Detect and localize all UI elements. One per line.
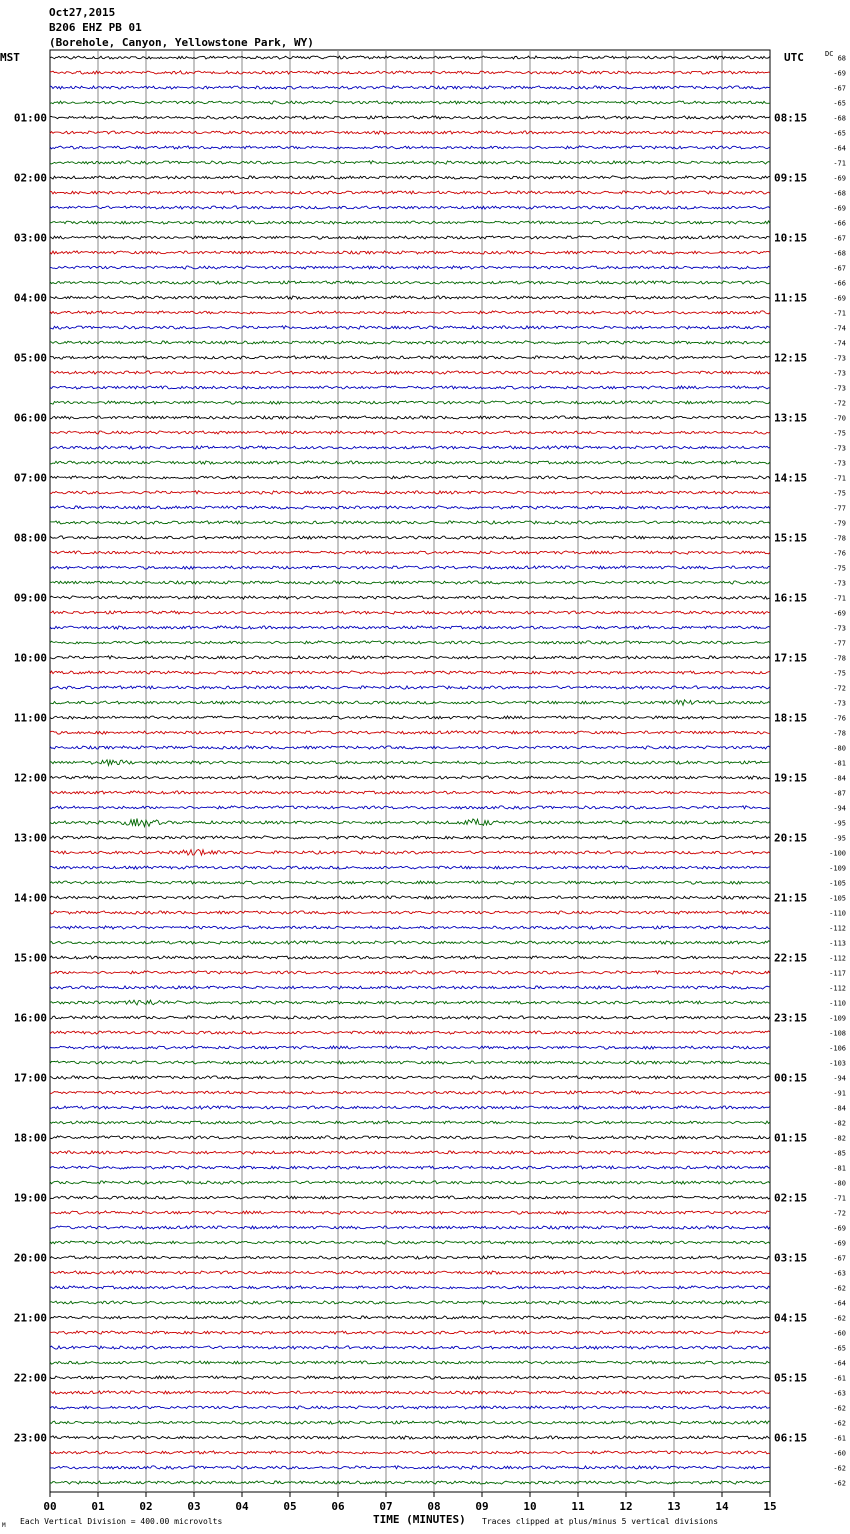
seismic-trace — [50, 1226, 770, 1229]
mst-hour-label: 21:00 — [13, 1311, 47, 1325]
dc-offset-label: -73 — [833, 444, 846, 453]
utc-hour-label: 08:15 — [774, 111, 808, 125]
x-tick-label: 08 — [427, 1500, 441, 1513]
seismic-trace — [50, 236, 770, 239]
seismic-trace — [50, 1166, 770, 1169]
seismic-trace — [50, 971, 770, 974]
dc-offset-label: -100 — [829, 849, 846, 858]
dc-offset-label: -62 — [833, 1284, 846, 1293]
dc-offset-label: -64 — [833, 1359, 846, 1368]
seismic-trace — [50, 176, 770, 179]
seismic-trace — [50, 1136, 770, 1139]
dc-offset-label: -71 — [833, 474, 846, 483]
dc-offset-label: -63 — [833, 1269, 846, 1278]
seismic-trace — [50, 356, 770, 359]
dc-label: DC — [825, 50, 834, 58]
dc-offset-label: -108 — [829, 1029, 846, 1038]
dc-offset-label: -112 — [829, 954, 846, 963]
x-tick-label: 00 — [43, 1500, 57, 1513]
dc-offset-label: -69 — [833, 204, 846, 213]
dc-offset-label: -67 — [833, 84, 846, 93]
seismic-trace — [50, 1451, 770, 1454]
seismic-trace — [50, 1181, 770, 1184]
seismic-trace — [50, 1106, 770, 1109]
seismic-trace — [50, 1301, 770, 1304]
plot-station: B206 EHZ PB 01 — [49, 21, 142, 34]
dc-offset-label: -67 — [833, 264, 846, 273]
seismic-trace — [50, 1421, 770, 1424]
dc-offset-label: -72 — [833, 399, 846, 408]
dc-offset-label: -67 — [833, 1254, 846, 1263]
seismic-trace — [50, 641, 770, 644]
seismic-trace — [50, 1061, 770, 1064]
dc-offset-label: -109 — [829, 864, 846, 873]
seismic-trace — [50, 956, 770, 959]
seismic-trace — [50, 266, 770, 269]
seismic-trace — [50, 311, 770, 314]
seismic-trace — [50, 506, 770, 509]
seismic-trace — [50, 1406, 770, 1409]
dc-offset-label: -76 — [833, 549, 846, 558]
seismic-trace — [50, 1241, 770, 1244]
dc-offset-label: -76 — [833, 714, 846, 723]
seismic-trace — [50, 416, 770, 419]
utc-hour-label: 06:15 — [774, 1431, 808, 1445]
mst-hour-label: 06:00 — [13, 411, 47, 425]
dc-offset-label: -73 — [833, 369, 846, 378]
dc-offset-label: -71 — [833, 159, 846, 168]
dc-offset-label: -69 — [833, 294, 846, 303]
seismic-trace — [50, 86, 770, 89]
mst-hour-label: 05:00 — [13, 351, 47, 365]
seismic-trace — [50, 191, 770, 194]
mst-hour-label: 23:00 — [13, 1431, 47, 1445]
dc-offset-label: -64 — [833, 1299, 846, 1308]
seismic-trace — [50, 221, 770, 224]
dc-offset-label: -71 — [833, 309, 846, 318]
scale-note: Each Vertical Division = 400.00 microvolts — [20, 1517, 223, 1526]
dc-offset-label: -68 — [833, 249, 846, 258]
x-tick-label: 05 — [283, 1500, 297, 1513]
dc-offset-label: -110 — [829, 999, 846, 1008]
left-timezone-label: MST — [0, 51, 20, 64]
seismic-trace — [50, 536, 770, 539]
seismic-trace — [50, 1121, 770, 1124]
dc-offset-label: -66 — [833, 219, 846, 228]
dc-offset-label: -62 — [833, 1404, 846, 1413]
seismic-trace — [50, 401, 770, 404]
seismic-trace — [50, 476, 770, 479]
label-layer — [14, 55, 846, 1514]
seismic-trace — [50, 56, 770, 59]
seismic-trace — [50, 596, 770, 599]
seismic-trace — [50, 818, 770, 826]
dc-offset-label: -61 — [833, 1434, 846, 1443]
dc-offset-label: -74 — [833, 339, 846, 348]
dc-offset-label: -62 — [833, 1314, 846, 1323]
dc-offset-label: -87 — [833, 789, 846, 798]
dc-offset-label: -95 — [833, 834, 846, 843]
x-tick-label: 11 — [571, 1500, 585, 1513]
utc-hour-label: 12:15 — [774, 351, 808, 365]
seismic-trace — [50, 850, 770, 856]
seismic-trace — [50, 206, 770, 209]
seismic-trace — [50, 866, 770, 869]
dc-offset-label: -77 — [833, 639, 846, 648]
dc-offset-label: -109 — [829, 1014, 846, 1023]
mst-hour-label: 02:00 — [13, 171, 47, 185]
mst-hour-label: 22:00 — [13, 1371, 47, 1385]
x-tick-label: 10 — [523, 1500, 537, 1513]
dc-offset-label: -64 — [833, 144, 846, 153]
seismic-trace — [50, 1436, 770, 1439]
mst-hour-label: 12:00 — [13, 771, 47, 785]
seismic-trace — [50, 1196, 770, 1199]
dc-offset-label: -68 — [833, 189, 846, 198]
dc-offset-label: 68 — [837, 54, 846, 63]
seismic-trace — [50, 881, 770, 884]
seismic-trace — [50, 911, 770, 914]
utc-hour-label: 11:15 — [774, 291, 808, 305]
utc-hour-label: 05:15 — [774, 1371, 808, 1385]
seismic-trace — [50, 941, 770, 944]
dc-offset-label: -91 — [833, 1089, 846, 1098]
dc-offset-label: -94 — [833, 804, 846, 813]
seismic-trace — [50, 611, 770, 614]
dc-offset-label: -103 — [829, 1059, 846, 1068]
seismic-trace — [50, 716, 770, 719]
dc-offset-label: -73 — [833, 579, 846, 588]
mst-hour-label: 16:00 — [13, 1011, 47, 1025]
x-tick-label: 15 — [763, 1500, 777, 1513]
seismic-trace — [50, 386, 770, 389]
trace-layer — [50, 56, 770, 1484]
seismic-trace — [50, 161, 770, 164]
x-tick-label: 14 — [715, 1500, 729, 1513]
dc-offset-label: -82 — [833, 1119, 846, 1128]
dc-offset-label: -81 — [833, 1164, 846, 1173]
x-tick-label: 07 — [379, 1500, 393, 1513]
dc-offset-label: -71 — [833, 594, 846, 603]
seismic-trace — [50, 1391, 770, 1394]
dc-offset-label: -105 — [829, 894, 846, 903]
dc-offset-label: -67 — [833, 234, 846, 243]
dc-offset-label: -113 — [829, 939, 846, 948]
dc-offset-label: -73 — [833, 384, 846, 393]
dc-offset-label: -94 — [833, 1074, 846, 1083]
mst-hour-label: 03:00 — [13, 231, 47, 245]
utc-hour-label: 10:15 — [774, 231, 808, 245]
seismic-trace — [50, 566, 770, 569]
mst-hour-label: 20:00 — [13, 1251, 47, 1265]
seismic-trace — [50, 251, 770, 254]
seismic-trace — [50, 461, 770, 464]
utc-hour-label: 01:15 — [774, 1131, 808, 1145]
mst-hour-label: 15:00 — [13, 951, 47, 965]
seismic-trace — [50, 116, 770, 119]
dc-offset-label: -72 — [833, 1209, 846, 1218]
dc-offset-label: -78 — [833, 729, 846, 738]
utc-hour-label: 13:15 — [774, 411, 808, 425]
seismic-trace — [50, 71, 770, 74]
dc-offset-label: -65 — [833, 99, 846, 108]
dc-offset-label: -60 — [833, 1329, 846, 1338]
seismic-trace — [50, 431, 770, 434]
dc-offset-label: -78 — [833, 534, 846, 543]
dc-offset-label: -106 — [829, 1044, 846, 1053]
seismic-trace — [50, 281, 770, 284]
dc-offset-label: -61 — [833, 1374, 846, 1383]
seismic-trace — [50, 1376, 770, 1379]
dc-offset-label: -75 — [833, 429, 846, 438]
mst-hour-label: 08:00 — [13, 531, 47, 545]
x-tick-label: 09 — [475, 1500, 489, 1513]
seismic-trace — [50, 746, 770, 749]
seismic-trace — [50, 760, 770, 766]
utc-hour-label: 20:15 — [774, 831, 808, 845]
dc-offset-label: -65 — [833, 1344, 846, 1353]
seismic-trace — [50, 836, 770, 839]
dc-offset-label: -73 — [833, 624, 846, 633]
seismic-trace — [50, 1316, 770, 1319]
dc-offset-label: -80 — [833, 744, 846, 753]
dc-offset-label: -84 — [833, 1104, 846, 1113]
x-tick-label: 03 — [187, 1500, 201, 1513]
mst-hour-label: 11:00 — [13, 711, 47, 725]
utc-hour-label: 22:15 — [774, 951, 808, 965]
seismic-trace — [50, 101, 770, 104]
corner-mark: M — [2, 1522, 6, 1529]
dc-offset-label: -81 — [833, 759, 846, 768]
dc-offset-label: -80 — [833, 1179, 846, 1188]
utc-hour-label: 16:15 — [774, 591, 808, 605]
seismic-trace — [50, 1346, 770, 1349]
seismic-trace — [50, 791, 770, 794]
seismic-trace — [50, 551, 770, 554]
mst-hour-label: 14:00 — [13, 891, 47, 905]
dc-offset-label: -71 — [833, 1194, 846, 1203]
dc-offset-label: -72 — [833, 684, 846, 693]
dc-offset-label: -105 — [829, 879, 846, 888]
seismic-trace — [50, 1076, 770, 1079]
dc-offset-label: -66 — [833, 279, 846, 288]
seismic-trace — [50, 776, 770, 779]
seismic-trace — [50, 1256, 770, 1259]
mst-hour-label: 09:00 — [13, 591, 47, 605]
right-timezone-label: UTC — [784, 51, 804, 64]
dc-offset-label: -75 — [833, 489, 846, 498]
seismic-trace — [50, 1151, 770, 1154]
seismic-trace — [50, 296, 770, 299]
dc-offset-label: -65 — [833, 129, 846, 138]
dc-offset-label: -69 — [833, 69, 846, 78]
dc-offset-label: -84 — [833, 774, 846, 783]
dc-offset-label: -74 — [833, 324, 846, 333]
dc-offset-label: -112 — [829, 924, 846, 933]
utc-hour-label: 02:15 — [774, 1191, 808, 1205]
dc-offset-label: -69 — [833, 609, 846, 618]
utc-hour-label: 03:15 — [774, 1251, 808, 1265]
mst-hour-label: 01:00 — [13, 111, 47, 125]
seismic-trace — [50, 341, 770, 344]
seismic-trace — [50, 671, 770, 674]
x-tick-label: 06 — [331, 1500, 345, 1513]
dc-offset-label: -73 — [833, 459, 846, 468]
dc-offset-label: -73 — [833, 699, 846, 708]
seismic-trace — [50, 1271, 770, 1274]
dc-offset-label: -62 — [833, 1479, 846, 1488]
seismic-trace — [50, 1046, 770, 1049]
seismic-trace — [50, 1091, 770, 1094]
dc-offset-label: -82 — [833, 1134, 846, 1143]
seismic-trace — [50, 1466, 770, 1469]
dc-offset-label: -62 — [833, 1464, 846, 1473]
plot-location: (Borehole, Canyon, Yellowstone Park, WY) — [49, 36, 314, 49]
dc-offset-label: -69 — [833, 1239, 846, 1248]
utc-hour-label: 15:15 — [774, 531, 808, 545]
seismic-trace — [50, 926, 770, 929]
utc-hour-label: 19:15 — [774, 771, 808, 785]
seismic-trace — [50, 446, 770, 449]
dc-offset-label: -117 — [829, 969, 846, 978]
mst-hour-label: 19:00 — [13, 1191, 47, 1205]
seismic-trace — [50, 700, 770, 706]
dc-offset-label: -79 — [833, 519, 846, 528]
seismic-trace — [50, 1331, 770, 1334]
dc-offset-label: -69 — [833, 1224, 846, 1233]
x-tick-label: 02 — [139, 1500, 153, 1513]
seismic-trace — [50, 146, 770, 149]
dc-offset-label: -75 — [833, 564, 846, 573]
dc-offset-label: -75 — [833, 669, 846, 678]
dc-offset-label: -60 — [833, 1449, 846, 1458]
mst-hour-label: 17:00 — [13, 1071, 47, 1085]
seismic-trace — [50, 626, 770, 629]
seismic-trace — [50, 371, 770, 374]
seismic-trace — [50, 1286, 770, 1289]
seismic-trace — [50, 1031, 770, 1034]
dc-offset-label: -68 — [833, 114, 846, 123]
dc-offset-label: -77 — [833, 504, 846, 513]
dc-offset-label: -95 — [833, 819, 846, 828]
seismic-trace — [50, 656, 770, 659]
x-tick-label: 01 — [91, 1500, 105, 1513]
seismic-trace — [50, 131, 770, 134]
dc-offset-label: -112 — [829, 984, 846, 993]
utc-hour-label: 09:15 — [774, 171, 808, 185]
utc-hour-label: 00:15 — [774, 1071, 808, 1085]
utc-hour-label: 17:15 — [774, 651, 808, 665]
utc-hour-label: 23:15 — [774, 1011, 808, 1025]
x-tick-label: 04 — [235, 1500, 249, 1513]
dc-offset-label: -78 — [833, 654, 846, 663]
seismic-trace — [50, 521, 770, 524]
seismic-trace — [50, 1361, 770, 1364]
utc-hour-label: 18:15 — [774, 711, 808, 725]
plot-date: Oct27,2015 — [49, 6, 116, 19]
dc-offset-label: -110 — [829, 909, 846, 918]
mst-hour-label: 18:00 — [13, 1131, 47, 1145]
mst-hour-label: 04:00 — [13, 291, 47, 305]
seismic-trace — [50, 581, 770, 584]
mst-hour-label: 13:00 — [13, 831, 47, 845]
x-tick-label: 12 — [619, 1500, 633, 1513]
mst-hour-label: 07:00 — [13, 471, 47, 485]
seismic-trace — [50, 1016, 770, 1019]
dc-offset-label: -69 — [833, 174, 846, 183]
seismic-trace — [50, 686, 770, 689]
seismic-trace — [50, 326, 770, 329]
seismic-trace — [50, 896, 770, 899]
clip-note: Traces clipped at plus/minus 5 vertical divisions — [482, 1517, 719, 1526]
mst-hour-label: 10:00 — [13, 651, 47, 665]
seismic-trace — [50, 806, 770, 809]
dc-offset-label: -63 — [833, 1389, 846, 1398]
x-tick-label: 13 — [667, 1500, 681, 1513]
seismic-trace — [50, 731, 770, 734]
seismic-trace — [50, 1481, 770, 1484]
dc-offset-label: -73 — [833, 354, 846, 363]
utc-hour-label: 04:15 — [774, 1311, 808, 1325]
seismic-trace — [50, 986, 770, 989]
seismic-trace — [50, 1211, 770, 1214]
dc-offset-label: -70 — [833, 414, 846, 423]
utc-hour-label: 21:15 — [774, 891, 808, 905]
dc-offset-label: -85 — [833, 1149, 846, 1158]
x-axis-label: TIME (MINUTES) — [373, 1513, 466, 1526]
dc-offset-label: -62 — [833, 1419, 846, 1428]
seismic-trace — [50, 1000, 770, 1005]
seismic-trace — [50, 491, 770, 494]
utc-hour-label: 14:15 — [774, 471, 808, 485]
